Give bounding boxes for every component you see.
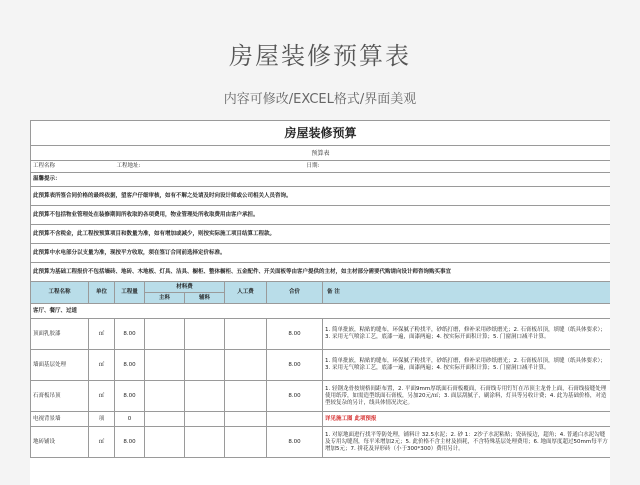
row-remark: 1. 简单批嵌，粘贴的缝布，环保腻子粉找平，砂纸打磨，修补采用砂纸磨光；2. 石膏板吊顶，填缝（纸具体要求）；3. 采用无气喷涂工艺，底漆一遍，面漆两遍；4. 按实际开面积计算；5. 门窗洞口减半计算。 — [323, 319, 611, 350]
page-subtitle: 内容可修改/EXCEL格式/界面美观 — [223, 92, 417, 107]
page-title: 房屋装修预算表 — [229, 42, 411, 70]
row-name: 墙面基层处理 — [31, 350, 89, 381]
row-total: 8.00 — [267, 427, 323, 458]
note-5: 此预算为基础工程报价不包括墙砖、地砖、木地板、灯具、洁具、橱柜、整体橱柜、五金配件、开关面板等由客户提供的主材，如主材部分需要代购请向设计师咨询购买事宜 — [31, 263, 611, 282]
budget-sheet — [30, 120, 610, 485]
header-aux-material: 辅料 — [185, 293, 225, 304]
project-name-label: 工程名称 — [31, 161, 115, 173]
note-4: 此预算中水电部分以支量为准，现按平方收取，须在签订合同前选择定价标准。 — [31, 244, 611, 263]
note-3: 此预算不含税金，此工程按预算项目和数量为准，如有增加或减少，则按实际施工项目结算工程款。 — [31, 225, 611, 244]
row-labor — [225, 427, 267, 458]
date-label: 日期: — [267, 161, 611, 173]
row-labor — [225, 319, 267, 350]
row-unit: 项 — [89, 412, 115, 427]
row-remark: 1. 轻钢龙骨按规格间距布置，2. 平面9mm厚纸面石膏板覆面，石膏线专用钉钉在吊顶主龙骨上面，石膏线接缝处理使用纸带，如需造型纸面石膏板，另加20元/㎡；3. 面层刮腻子，刷涂料，灯具等另收计费；4. 此为基础价格，对造型较复杂的另计，线具体情况决定。 — [323, 381, 611, 412]
row-total — [267, 412, 323, 427]
table-row — [31, 350, 611, 381]
row-name: 顶面乳胶漆 — [31, 319, 89, 350]
header-total: 合价 — [267, 282, 323, 304]
row-main-material — [145, 412, 185, 427]
row-aux-material — [185, 319, 225, 350]
row-remark: 1. 对原地面进行找平等防处理，铺料计 32.5水泥；2. 砂 1：2沙子水泥粘贴；瓷砖接边，超角；4. 普通白水泥勾缝及专用勾缝剂，每平米增加2元；5. 此价格不含主材及损耗，不含特殊基层处理费用；6. 地面厚度超过50mm每平方增加5元；7. 拼花及异形砖（小于300*300）费用另计。 — [323, 427, 611, 458]
header-material: 材料费 — [145, 282, 225, 293]
header-labor: 人工费 — [225, 282, 267, 304]
row-aux-material — [185, 412, 225, 427]
row-labor — [225, 350, 267, 381]
row-remark: 详见施工图 此项预报 — [323, 412, 611, 427]
row-unit: ㎡ — [89, 350, 115, 381]
row-aux-material — [185, 381, 225, 412]
row-name: 电视背景墙 — [31, 412, 89, 427]
row-unit: ㎡ — [89, 427, 115, 458]
row-qty: 0 — [115, 412, 145, 427]
row-aux-material — [185, 427, 225, 458]
header-remarks: 备 注 — [323, 282, 611, 304]
row-main-material — [145, 350, 185, 381]
table-row — [31, 412, 611, 427]
row-aux-material — [185, 350, 225, 381]
sheet-title: 房屋装修预算 — [31, 121, 611, 146]
row-labor — [225, 412, 267, 427]
header-project: 工程名称 — [31, 282, 89, 304]
sheet-subtitle: 预算表 — [31, 146, 611, 161]
row-qty: 8.00 — [115, 350, 145, 381]
row-qty: 8.00 — [115, 381, 145, 412]
table-row — [31, 319, 611, 350]
row-name: 地砖铺设 — [31, 427, 89, 458]
row-unit: ㎡ — [89, 381, 115, 412]
note-2: 此预算不包括物业管理处在装修期间所收取的各项费用，物业管理处所收取费用由客户承担。 — [31, 206, 611, 225]
table-row — [31, 427, 611, 458]
row-remark: 1. 简单批嵌，粘贴的缝布，环保腻子粉找平，砂纸打磨，修补采用砂纸磨光；2. 石膏板吊顶，填缝（纸具体要求）；3. 采用无气喷涂工艺，底漆一遍，面漆两遍；4. 按实际开面积计算；5. 门窗洞口减半计算。 — [323, 350, 611, 381]
row-qty: 8.00 — [115, 319, 145, 350]
row-total: 8.00 — [267, 381, 323, 412]
row-labor — [225, 381, 267, 412]
row-total: 8.00 — [267, 350, 323, 381]
row-main-material — [145, 381, 185, 412]
budget-table — [30, 120, 610, 458]
row-unit: ㎡ — [89, 319, 115, 350]
table-row — [31, 381, 611, 412]
notice-label: 温馨提示： — [31, 173, 611, 187]
project-address-label: 工程地址: — [115, 161, 267, 173]
note-1: 此预算表所签合同价格的最终依据，望客户仔细审核，如有不解之处请及时向设计师或公司相关人员咨询。 — [31, 187, 611, 206]
header-main-material: 主料 — [145, 293, 185, 304]
section-living-room: 客厅、餐厅、过道 — [31, 304, 611, 319]
header-quantity: 工程量 — [115, 282, 145, 304]
row-name: 石膏板吊顶 — [31, 381, 89, 412]
header-unit: 单位 — [89, 282, 115, 304]
row-total: 8.00 — [267, 319, 323, 350]
row-qty: 8.00 — [115, 427, 145, 458]
row-main-material — [145, 319, 185, 350]
row-main-material — [145, 427, 185, 458]
